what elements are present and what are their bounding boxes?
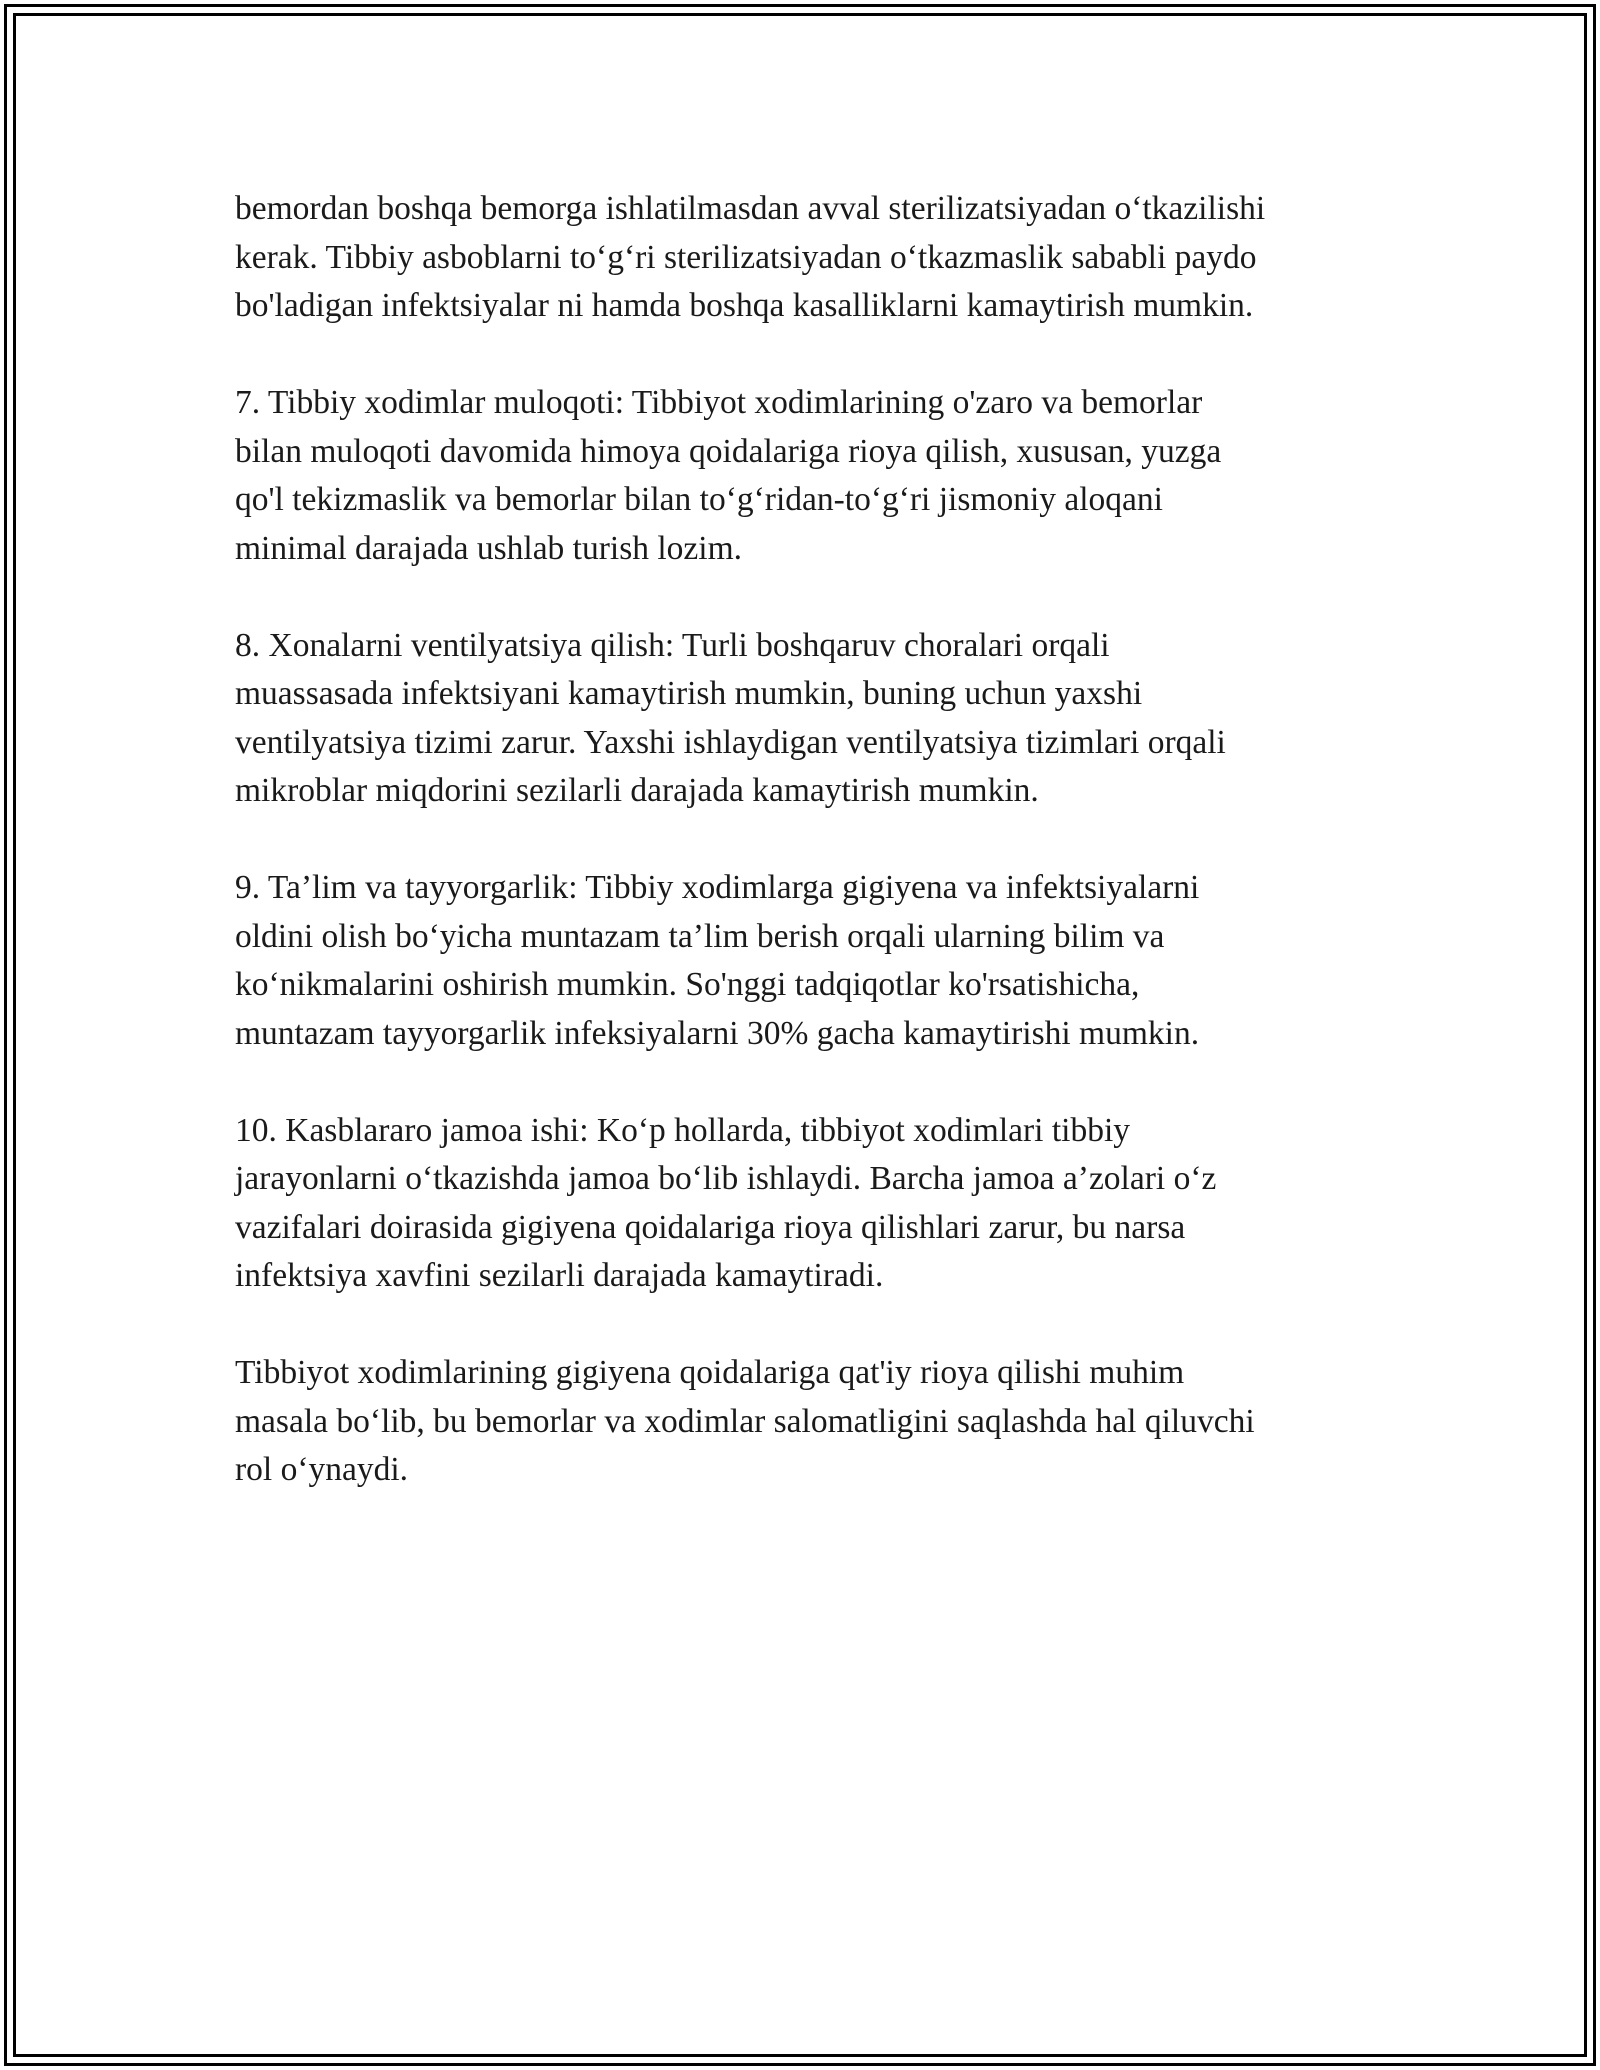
text-line: 10. Kasblararo jamoa ishi: Koʻp hollarda, tibbiyot xodimlari tibbiy	[235, 1111, 1131, 1149]
text-line: 7. Tibbiy xodimlar muloqoti: Tibbiyot xodimlarining o'zaro va bemorlar	[235, 384, 1203, 421]
text-line: bemordan boshqa bemorga ishlatilmasdan avval sterilizatsiyadan oʻtkazilishi	[235, 190, 1266, 227]
text-line: jarayonlarni oʻtkazishda jamoa boʻlib ishlaydi. Barcha jamoa a’zolari oʻz	[235, 1160, 1217, 1197]
text-line: rol oʻynaydi.	[235, 1451, 409, 1488]
paragraph-item-9	[235, 864, 1385, 1058]
text-line: minimal darajada ushlab turish lozim.	[235, 529, 743, 567]
text-line: muntazam tayyorgarlik infeksiyalarni 30% gacha kamaytirishi mumkin.	[235, 1014, 1200, 1052]
text-line: bo'ladigan infektsiyalar ni hamda boshqa kasalliklarni kamaytirish mumkin.	[235, 287, 1254, 324]
text-line: 8. Xonalarni ventilyatsiya qilish: Turli boshqaruv choralari orqali	[235, 626, 1110, 664]
text-line: mikroblar miqdorini sezilarli darajada kamaytirish mumkin.	[235, 772, 1039, 809]
text-line: masala boʻlib, bu bemorlar va xodimlar salomatligini saqlashda hal qiluvchi	[235, 1402, 1255, 1440]
text-line: oldini olish boʻyicha muntazam ta’lim berish orqali ularning bilim va	[235, 917, 1165, 955]
text-line: ventilyatsiya tizimi zarur. Yaxshi ishlaydigan ventilyatsiya tizimlari orqali	[235, 723, 1226, 761]
text-line: koʻnikmalarini oshirish mumkin. So'nggi tadqiqotlar ko'rsatishicha,	[235, 966, 1140, 1003]
paragraph-conclusion	[235, 1349, 1385, 1495]
text-line: 9. Ta’lim va tayyorgarlik: Tibbiy xodimlarga gigiyena va infektsiyalarni	[235, 869, 1200, 906]
document-body	[235, 185, 1385, 1543]
text-line: bilan muloqoti davomida himoya qoidalariga rioya qilish, xususan, yuzga	[235, 432, 1222, 470]
text-line: kerak. Tibbiy asboblarni toʻgʻri sterilizatsiyadan oʻtkazmaslik sababli paydo	[235, 238, 1257, 276]
paragraph-item-8	[235, 622, 1385, 816]
paragraph-sterilization-continued	[235, 185, 1385, 331]
paragraph-item-10	[235, 1107, 1385, 1301]
text-line: vazifalari doirasida gigiyena qoidalariga rioya qilishlari zarur, bu narsa	[235, 1208, 1186, 1246]
text-line: qo'l tekizmaslik va bemorlar bilan toʻgʻridan-toʻgʻri jismoniy aloqani	[235, 481, 1163, 518]
text-line: Tibbiyot xodimlarining gigiyena qoidalariga qat'iy rioya qilishi muhim	[235, 1354, 1185, 1391]
paragraph-item-7	[235, 379, 1385, 573]
text-line: infektsiya xavfini sezilarli darajada kamaytiradi.	[235, 1257, 884, 1294]
text-line: muassasada infektsiyani kamaytirish mumkin, buning uchun yaxshi	[235, 675, 1143, 712]
